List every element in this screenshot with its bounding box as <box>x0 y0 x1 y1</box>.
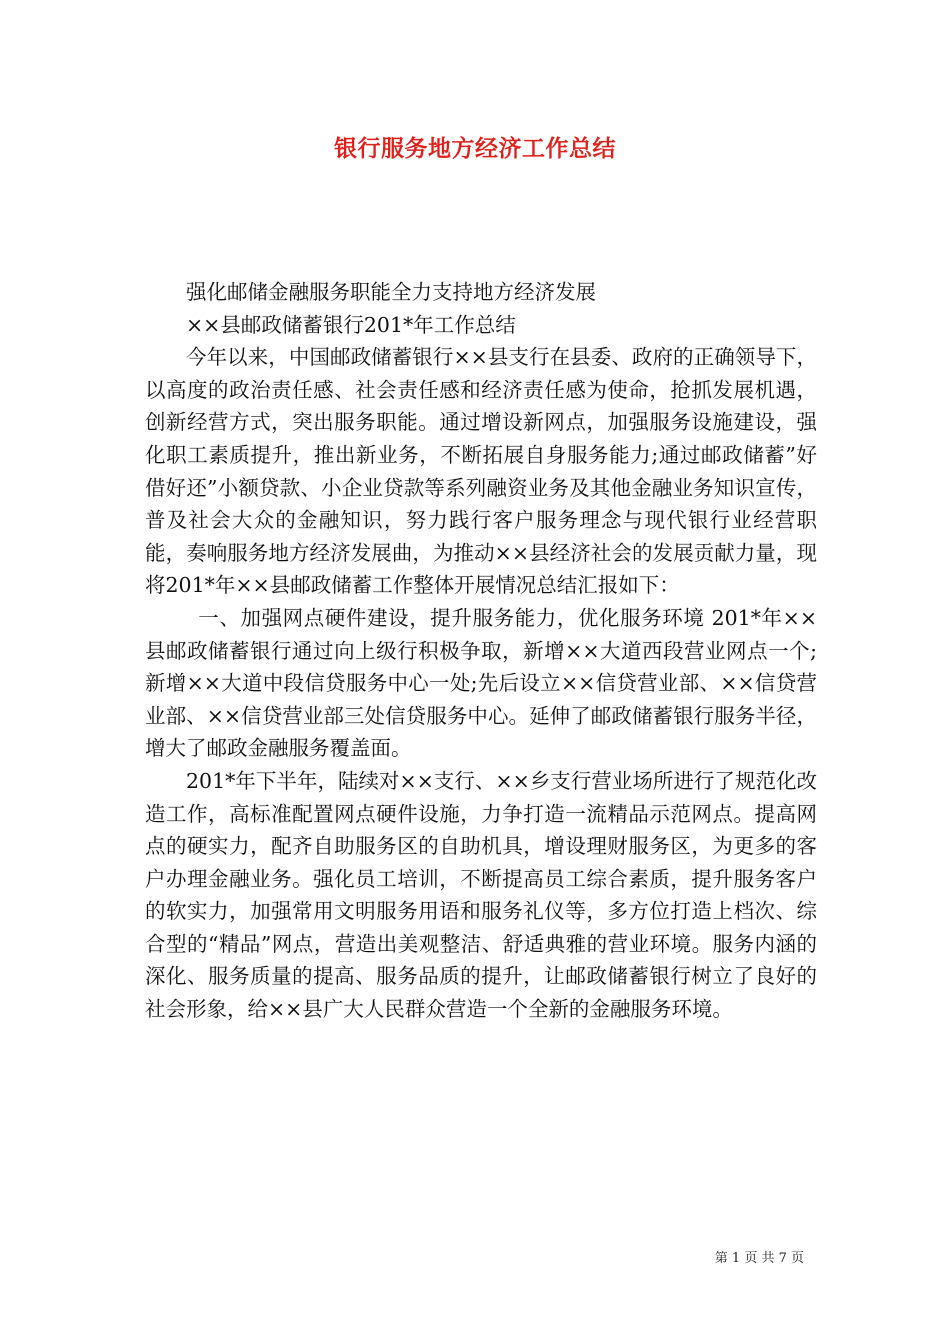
paragraph-section-one: 一、加强网点硬件建设，提升服务能力，优化服务环境 201*年××县邮政储蓄银行通过向上级行积极争取，新增××大道西段营业网点一个;新增××大道中段信贷服务中心一处;先后设立××信贷营业部、××信贷营业部、××信贷营业部三处信贷服务中心。延伸了邮政储蓄银行服务半径，增大了邮政金融服务覆盖面。 <box>145 605 817 761</box>
paragraph-intro: 今年以来，中国邮政储蓄银行××县支行在县委、政府的正确领导下，以高度的政治责任感、社会责任感和经济责任感为使命，抢抓发展机遇，创新经营方式，突出服务职能。通过增设新网点，加强服务设施建设，强化职工素质提升，推出新业务，不断拓展自身服务能力;通过邮政储蓄”好借好还”小额贷款、小企业贷款等系列融资业务及其他金融业务知识宣传，普及社会大众的金融知识，努力践行客户服务理念与现代银行业经营职能，奏响服务地方经济发展曲，为推动××县经济社会的发展贡献力量，现将201*年××县邮政储蓄工作整体开展情况总结汇报如下： <box>145 345 817 598</box>
document-body <box>145 276 817 1026</box>
page-number: 第 1 页 共 7 页 <box>714 1251 804 1266</box>
paragraph-report-title: ××县邮政储蓄银行201*年工作总结 <box>186 312 516 337</box>
document-title: 银行服务地方经济工作总结 <box>334 135 616 162</box>
paragraph-subtitle: 强化邮储金融服务职能全力支持地方经济发展 <box>186 280 596 304</box>
paragraph-second-half: 201*年下半年，陆续对××支行、××乡支行营业场所进行了规范化改造工作，高标准配置网点硬件设施，力争打造一流精品示范网点。提高网点的硬实力，配齐自助服务区的自助机具，增设理财服务区，为更多的客户办理金融业务。强化员工培训，不断提高员工综合素质，提升服务客户的软实力，加强常用文明服务用语和服务礼仪等，多方位打造上档次、综合型的“精品”网点，营造出美观整洁、舒适典雅的营业环境。服务内涵的深化、服务质量的提高、服务品质的提升，让邮政储蓄银行树立了良好的社会形象，给××县广大人民群众营造一个全新的金融服务环境。 <box>145 768 817 1022</box>
